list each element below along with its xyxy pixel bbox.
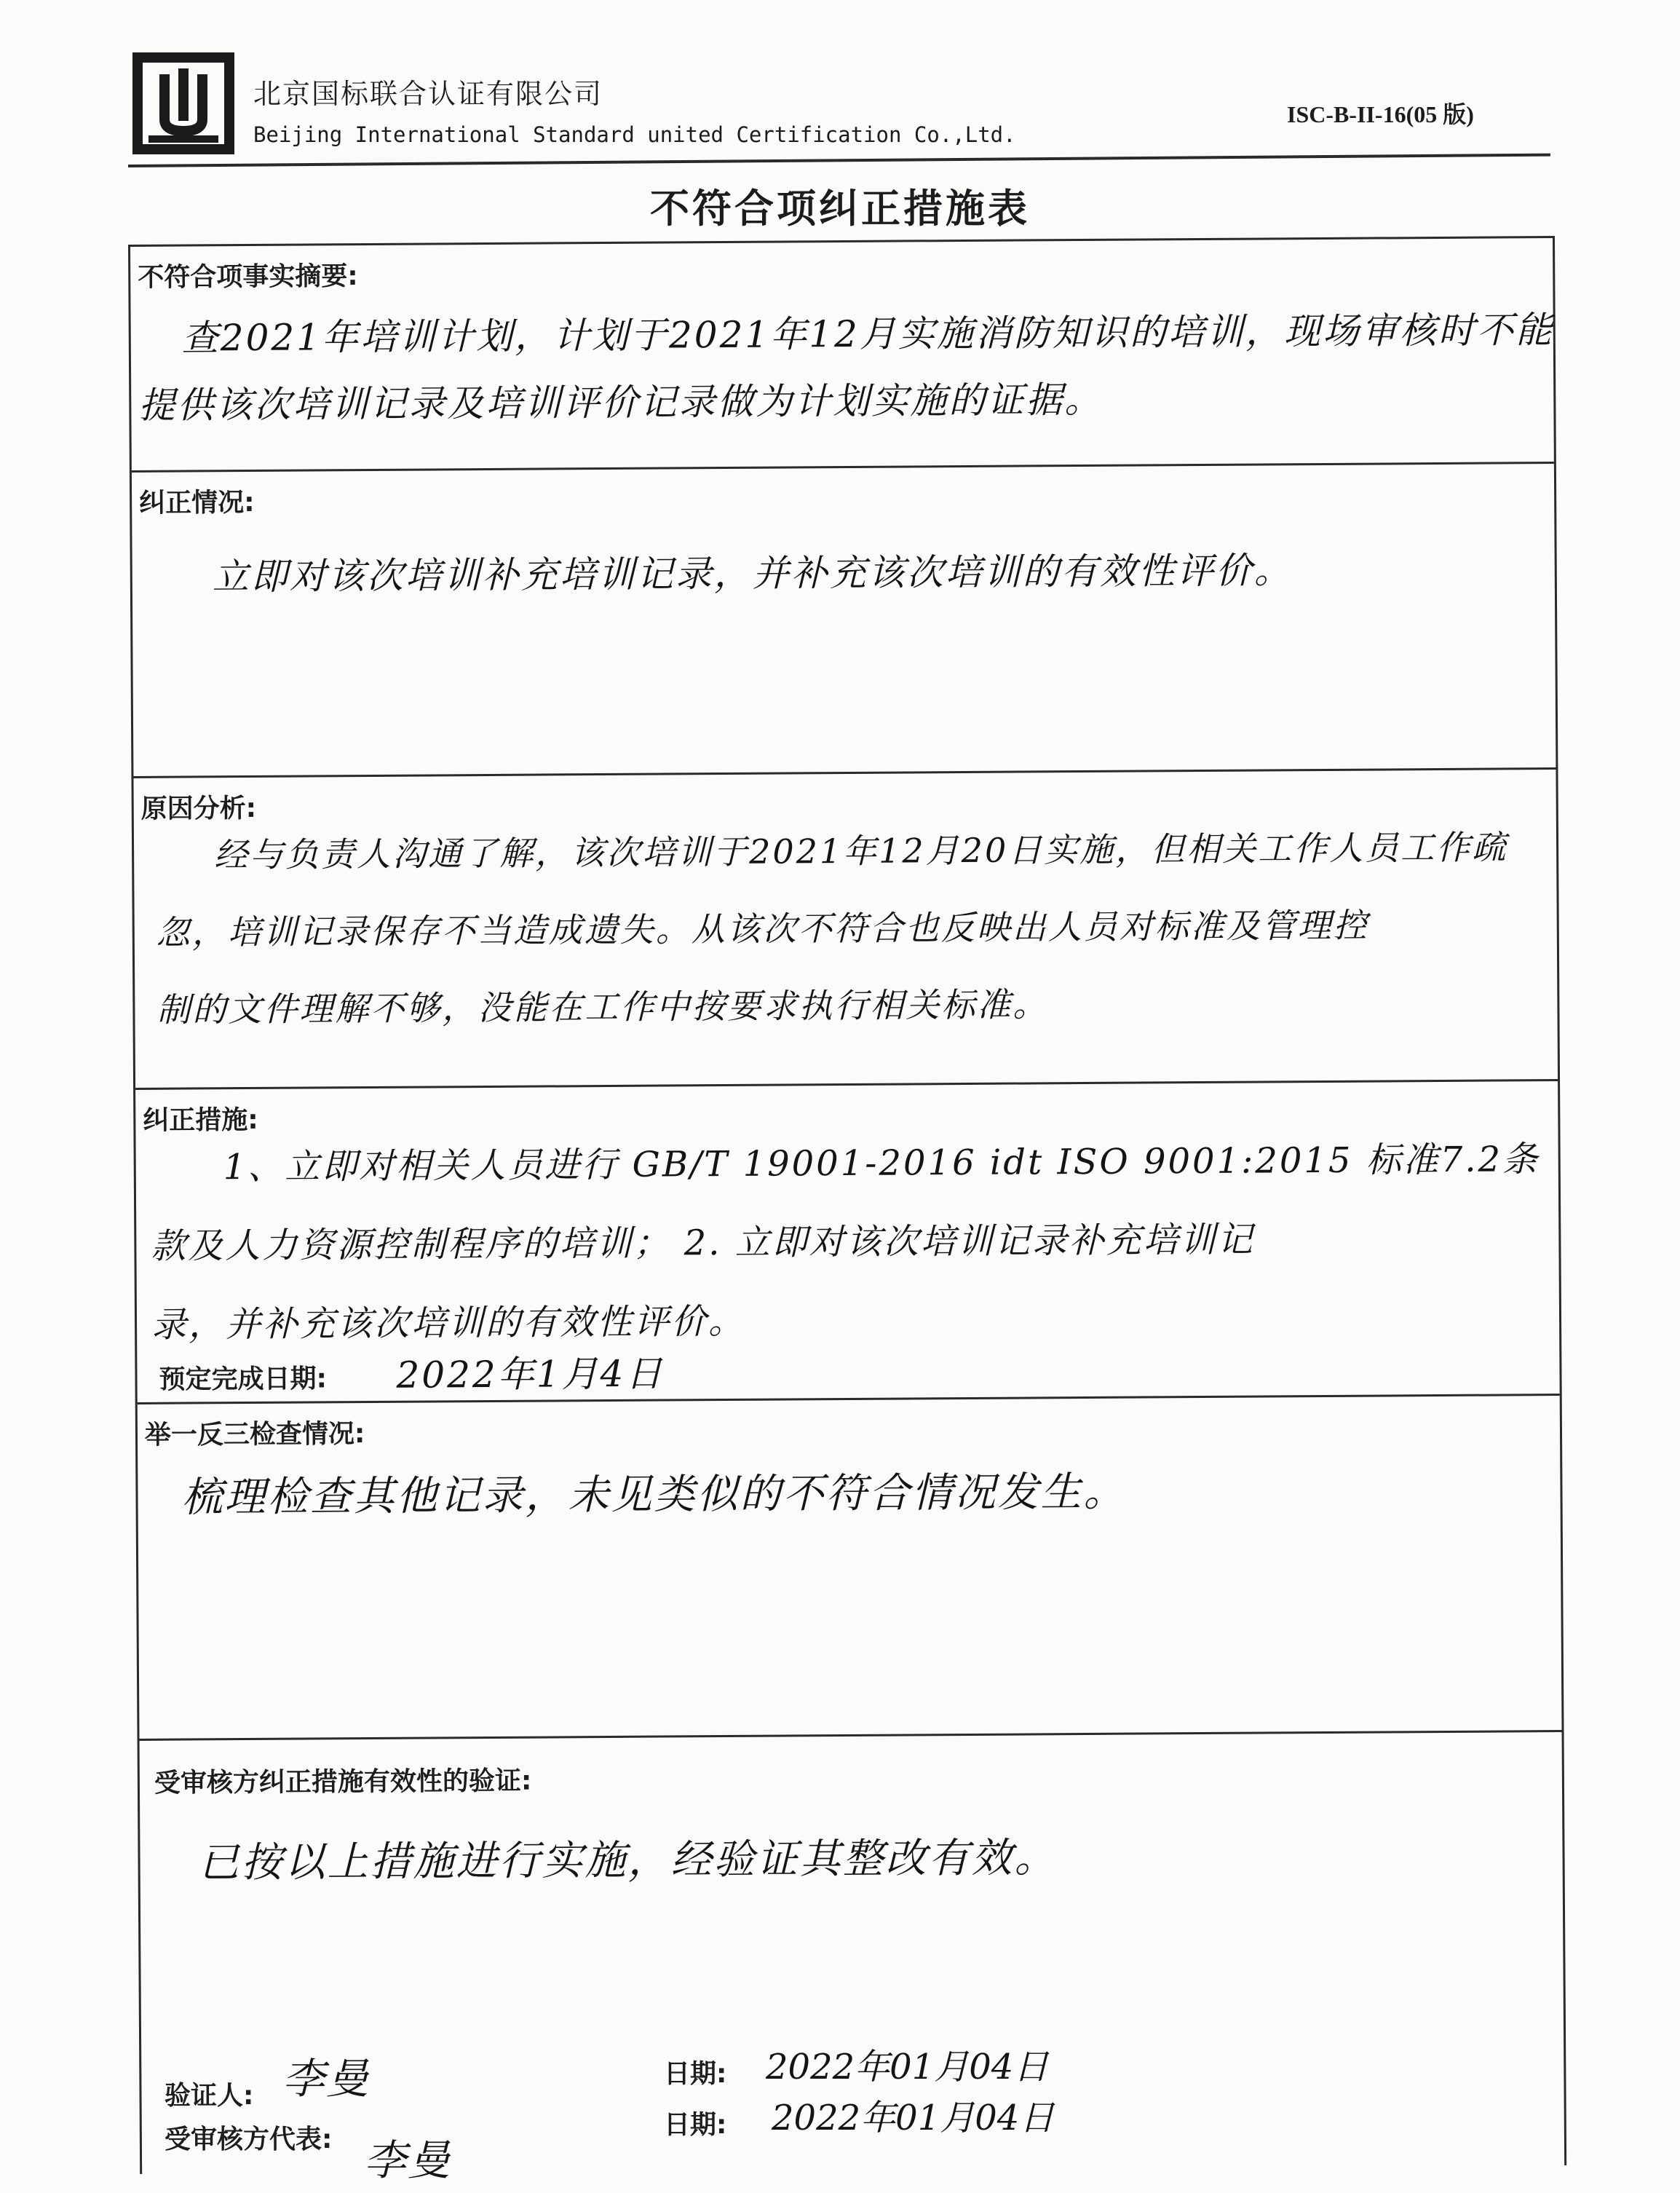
verifier-date-label: 日期:	[664, 2059, 727, 2089]
verifier-label: 验证人:	[165, 2081, 254, 2111]
section-summary-label: 不符合项事实摘要:	[138, 261, 358, 293]
form-table	[128, 236, 1566, 2174]
representative-date-value: 2022年01月04日	[772, 2098, 1055, 2138]
section-review	[138, 1396, 1562, 1741]
section-measures	[135, 1081, 1560, 1404]
summary-line: 查2021年培训计划，计划于2021年12月实施消防知识的培训，现场审核时不能	[181, 309, 1555, 360]
header-divider	[128, 154, 1550, 167]
company-logo-icon	[130, 50, 237, 157]
section-summary	[130, 238, 1554, 473]
section-verification-label: 受审核方纠正措施有效性的验证:	[154, 1766, 532, 1798]
due-date-value: 2022年1月4日	[396, 1352, 665, 1396]
verifier-date-value: 2022年01月04日	[766, 2047, 1049, 2087]
verifier-signature: 李曼	[282, 2054, 371, 2103]
representative-date-label: 日期:	[664, 2110, 727, 2140]
review-line: 梳理检查其他记录，未见类似的不符合情况发生。	[181, 1468, 1127, 1522]
due-date-label: 预定完成日期:	[159, 1364, 328, 1395]
section-correction	[132, 464, 1556, 778]
verification-line: 已按以上措施进行实施，经验证其整改有效。	[198, 1834, 1058, 1887]
representative-signature: 李曼	[364, 2135, 452, 2185]
section-review-label: 举一反三检查情况:	[144, 1419, 365, 1450]
summary-line: 提供该次培训记录及培训评价记录做为计划实施的证据。	[138, 378, 1104, 427]
measures-line: 款及人力资源控制程序的培训； 2. 立即对该次培训记录补充培训记	[151, 1219, 1255, 1267]
representative-label: 受审核方代表:	[165, 2125, 333, 2154]
section-cause	[133, 770, 1558, 1090]
measures-line: 录，并补充该次培训的有效性评价。	[151, 1300, 746, 1346]
cause-line: 经与负责人沟通了解，该次培训于2021年12月20日实施，但相关工作人员工作疏	[213, 827, 1508, 875]
company-name-en: Beijing International Standard united Certification Co.,Ltd.	[253, 122, 1016, 147]
cause-line: 忽，培训记录保存不当造成遗失。从该次不符合也反映出人员对标准及管理控	[156, 905, 1369, 952]
company-name-cn: 北京国标联合认证有限公司	[253, 78, 603, 110]
correction-line: 立即对该次培训补充培训记录，并补充该次培训的有效性评价。	[212, 549, 1293, 598]
document-code: ISC-B-II-16(05 版)	[1287, 101, 1474, 127]
cause-line: 制的文件理解不够，没能在工作中按要求执行相关标准。	[156, 984, 1049, 1030]
section-cause-label: 原因分析:	[140, 793, 257, 824]
section-correction-label: 纠正情况:	[139, 487, 255, 518]
section-measures-label: 纠正措施:	[143, 1105, 258, 1136]
measures-line: 1、立即对相关人员进行 GB/T 19001-2016 idt ISO 9001:2015 标准7.2条	[223, 1139, 1540, 1188]
form-title: 不符合项纠正措施表	[650, 186, 1030, 232]
